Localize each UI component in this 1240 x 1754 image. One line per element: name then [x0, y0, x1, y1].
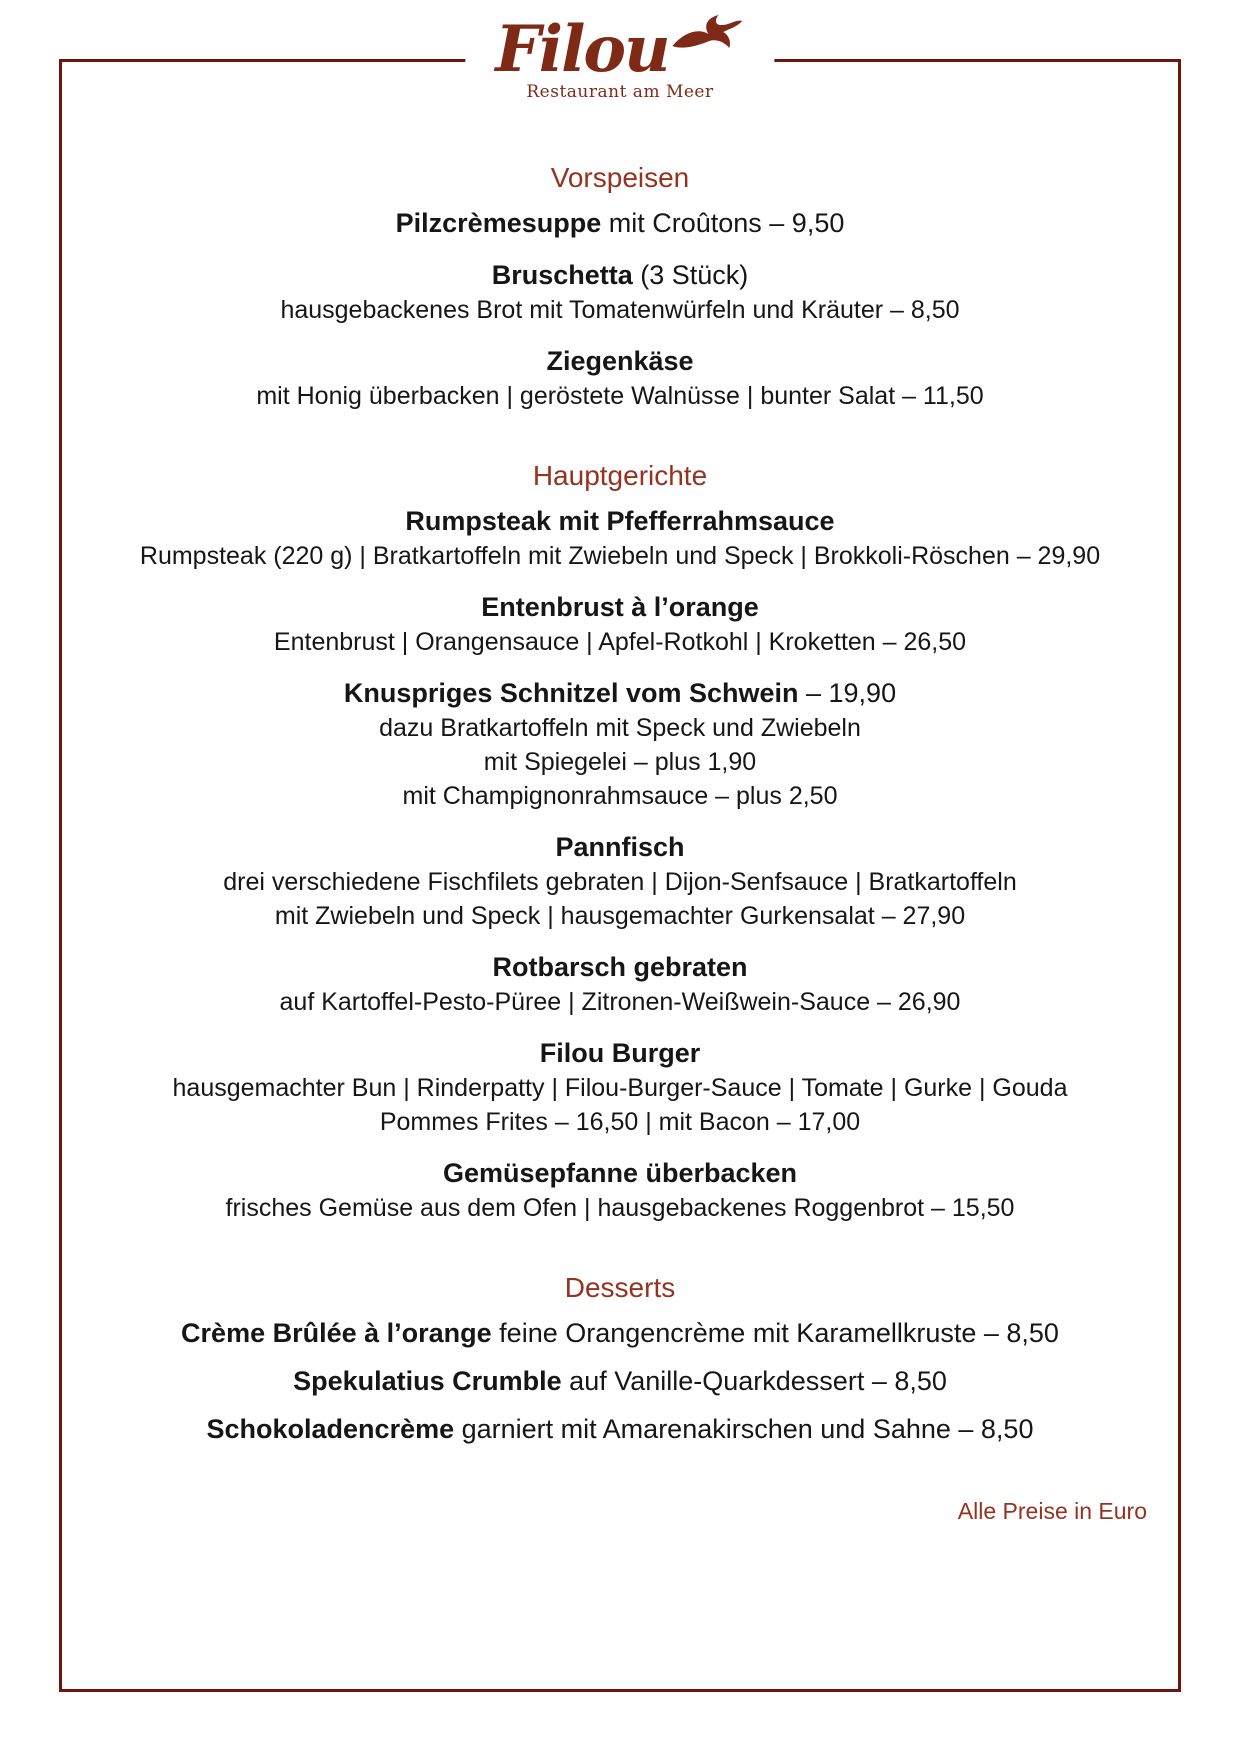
dish-title	[70, 1156, 1170, 1190]
menu-item	[70, 1364, 1170, 1398]
dish-title	[70, 950, 1170, 984]
menu-item	[70, 1412, 1170, 1446]
menu-item	[70, 1036, 1170, 1138]
dish-name: Rotbarsch gebraten	[492, 952, 748, 982]
dish-description: drei verschiedene Fischfilets gebraten | Dijon-Senfsauce | Bratkartoffeln	[223, 868, 1017, 896]
menu-section	[70, 1270, 1170, 1446]
logo-wordmark	[495, 12, 744, 87]
dish-name: Bruschetta	[491, 260, 633, 290]
dish-name: Schokoladencrème	[206, 1414, 455, 1444]
seagull-icon	[671, 10, 745, 56]
dish-name: Gemüsepfanne überbacken	[442, 1158, 798, 1188]
section-title: Hauptgerichte	[532, 460, 708, 491]
dish-description: hausgemachter Bun | Rinderpatty | Filou-Burger-Sauce | Tomate | Gurke | Gouda	[172, 1074, 1068, 1102]
dish-description: auf Kartoffel-Pesto-Püree | Zitronen-Weißwein-Sauce – 26,90	[279, 988, 961, 1016]
restaurant-logo	[465, 12, 774, 102]
dish-description: mit Zwiebeln und Speck | hausgemachter Gurkensalat – 27,90	[274, 902, 966, 930]
dish-description: mit Champignonrahmsauce – plus 2,50	[402, 782, 838, 810]
menu-item	[70, 258, 1170, 326]
price-note: Alle Preise in Euro	[957, 1498, 1147, 1524]
menu-item	[70, 344, 1170, 412]
dish-title	[70, 1316, 1170, 1350]
dish-name: Knuspriges Schnitzel vom Schwein	[343, 678, 799, 708]
menu-item	[70, 1316, 1170, 1350]
menu-item	[70, 504, 1170, 572]
menu-item	[70, 206, 1170, 240]
dish-description: frisches Gemüse aus dem Ofen | hausgebackenes Roggenbrot – 15,50	[225, 1194, 1015, 1222]
dish-title	[70, 1036, 1170, 1070]
dish-title	[70, 1412, 1170, 1446]
dish-description: dazu Bratkartoffeln mit Speck und Zwiebeln	[379, 714, 861, 742]
dish-name: Pilzcrèmesuppe	[395, 208, 602, 238]
dish-name: Crème Brûlée à l’orange	[181, 1318, 492, 1348]
dish-title-detail: auf Vanille-Quarkdessert – 8,50	[561, 1366, 947, 1396]
dish-title	[70, 676, 1170, 710]
dish-description: mit Honig überbacken | geröstete Walnüsse | bunter Salat – 11,50	[256, 382, 984, 410]
menu-item	[70, 950, 1170, 1018]
section-title: Vorspeisen	[550, 162, 690, 193]
dish-name: Spekulatius Crumble	[293, 1366, 562, 1396]
dish-name: Ziegenkäse	[546, 346, 694, 376]
menu-item	[70, 830, 1170, 932]
dish-title	[70, 830, 1170, 864]
dish-title	[70, 258, 1170, 292]
dish-title	[70, 1364, 1170, 1398]
dish-description: Entenbrust | Orangensauce | Apfel-Rotkohl | Kroketten – 26,50	[273, 628, 967, 656]
dish-title	[70, 504, 1170, 538]
dish-title	[70, 590, 1170, 624]
menu-item	[70, 590, 1170, 658]
dish-name: Filou Burger	[539, 1038, 701, 1068]
dish-name: Entenbrust à l’orange	[481, 592, 759, 622]
logo-tagline: Restaurant am Meer	[526, 82, 714, 102]
section-title: Desserts	[564, 1272, 676, 1303]
menu-section	[70, 458, 1170, 1224]
menu-content	[70, 0, 1170, 1446]
dish-description: Rumpsteak (220 g) | Bratkartoffeln mit Zwiebeln und Speck | Brokkoli-Röschen – 29,90	[139, 542, 1101, 570]
dish-description: hausgebackenes Brot mit Tomatenwürfeln und Kräuter – 8,50	[280, 296, 960, 324]
dish-title-detail: mit Croûtons – 9,50	[601, 208, 845, 238]
menu-item	[70, 1156, 1170, 1224]
dish-title-detail: garniert mit Amarenakirschen und Sahne – 8,50	[454, 1414, 1034, 1444]
dish-title	[70, 206, 1170, 240]
dish-title	[70, 344, 1170, 378]
dish-description: mit Spiegelei – plus 1,90	[483, 748, 757, 776]
dish-name: Pannfisch	[555, 832, 685, 862]
dish-title-detail: feine Orangencrème mit Karamellkruste – 8,50	[491, 1318, 1059, 1348]
dish-title-detail: – 19,90	[798, 678, 897, 708]
logo-text: Filou	[495, 12, 669, 87]
dish-name: Rumpsteak mit Pfefferrahmsauce	[405, 506, 835, 536]
menu-item	[70, 676, 1170, 812]
dish-title-detail: (3 Stück)	[632, 260, 749, 290]
dish-description: Pommes Frites – 16,50 | mit Bacon – 17,00	[379, 1108, 861, 1136]
menu-section	[70, 160, 1170, 412]
